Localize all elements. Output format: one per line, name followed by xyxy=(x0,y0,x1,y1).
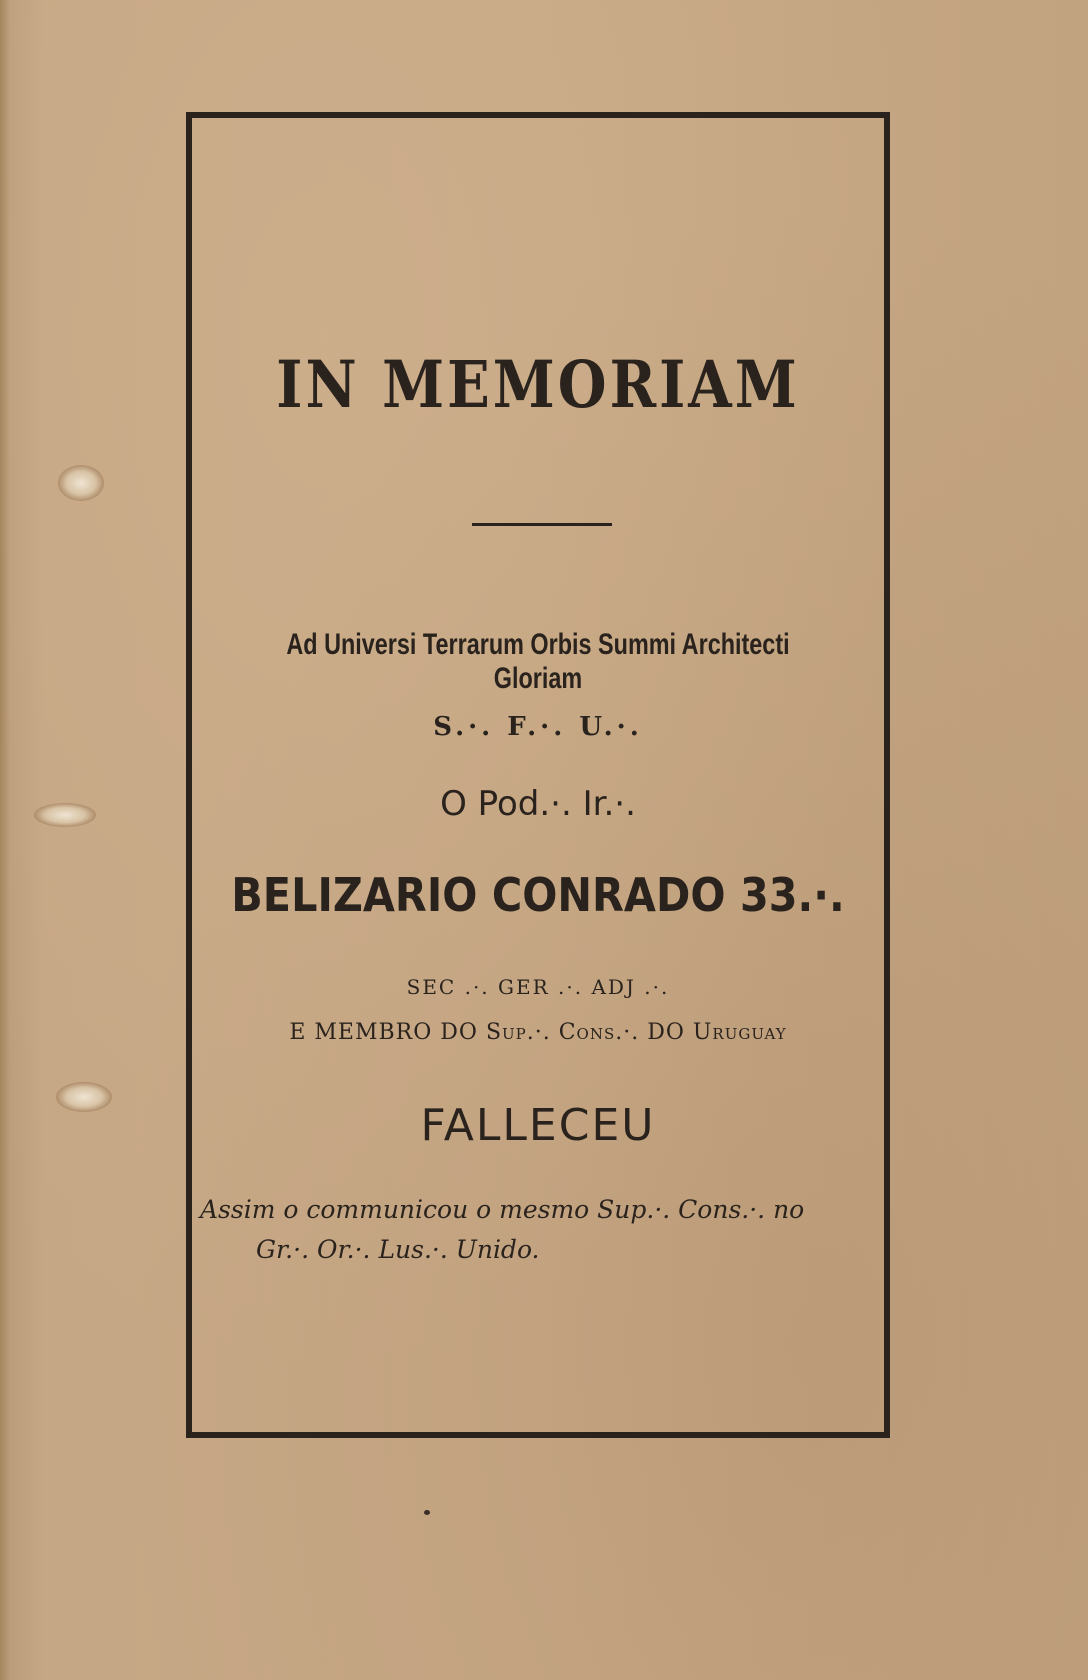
office-line-2: E MEMBRO DO Sup.·. Cons.·. DO Uruguay xyxy=(289,1020,787,1045)
page-title: IN MEMORIAM xyxy=(276,347,800,423)
punch-hole-bottom xyxy=(56,1082,112,1112)
punch-hole-middle xyxy=(34,803,96,827)
dedication-line: Ad Universi Terrarum Orbis Summi Architecti Gloriam xyxy=(286,628,790,695)
falleceu-heading: FALLECEU xyxy=(420,1100,656,1151)
honorific: O Pod.·. Ir.·. xyxy=(440,784,636,824)
communication-note xyxy=(200,1190,880,1270)
title-divider xyxy=(472,523,612,526)
punch-hole-top xyxy=(58,465,104,501)
deceased-name: BELIZARIO CONRADO 33.·. xyxy=(231,868,845,922)
office-line-1: SEC .·. GER .·. ADJ .·. xyxy=(406,975,670,999)
sfu-abbreviation: S.·. F.·. U.·. xyxy=(433,712,643,742)
ink-speck xyxy=(424,1510,430,1515)
note-line-1: Assim o communicou o mesmo Sup.·. Cons.·. no xyxy=(200,1195,805,1224)
paper-edge xyxy=(0,0,10,1680)
note-line-2: Gr.·. Or.·. Lus.·. Unido. xyxy=(256,1235,540,1264)
